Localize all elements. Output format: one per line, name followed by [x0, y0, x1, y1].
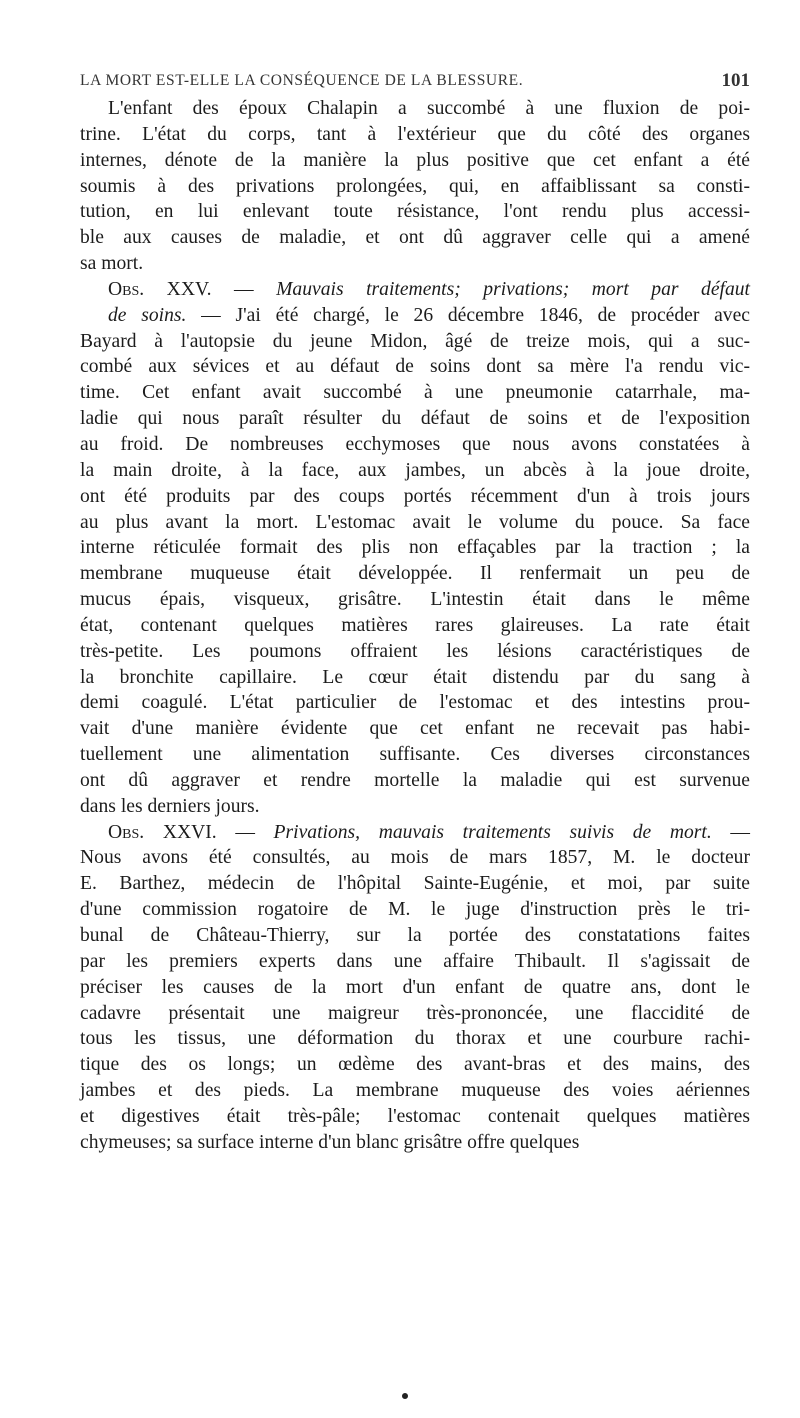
text-line [80, 406, 750, 432]
line-text: vait d'une manière évidente que cet enfant ne recevait pas habi- [80, 718, 750, 740]
line-text: tique des os longs; un œdème des avant-bras et des mains, des [80, 1054, 750, 1076]
text-line [80, 535, 750, 561]
text-line [80, 923, 750, 949]
observation-title: de soins. [108, 304, 187, 326]
text-line [80, 768, 750, 794]
line-text: au plus avant la mort. L'estomac avait le volume du pouce. Sa face [80, 511, 750, 533]
line-text: dans les derniers jours. [80, 795, 260, 817]
line-text: mucus épais, visqueux, grisâtre. L'intestin était dans le même [80, 589, 750, 611]
line-text: sa mort. [80, 253, 144, 275]
text-line [80, 458, 750, 484]
line-text: cadavre présentait une maigreur très-prononcée, une flaccidité de [80, 1002, 750, 1024]
line-text: très-petite. Les poumons offraient les lésions caractéristiques de [80, 640, 750, 662]
text-line [80, 277, 750, 303]
observation-title: Privations, mauvais traitements suivis de mort. [273, 821, 712, 843]
line-text: soumis à des privations prolongées, qui, en affaiblissant sa consti- [80, 175, 750, 197]
text-line [80, 639, 750, 665]
observation-title: Mauvais traitements; privations; mort par défaut [276, 278, 750, 300]
line-text: interne réticulée formait des plis non effaçables par la traction ; la [80, 537, 750, 559]
text-line [80, 897, 750, 923]
line-text: la bronchite capillaire. Le cœur était distendu par du sang à [80, 666, 750, 688]
text-line [80, 225, 750, 251]
line-text: au froid. De nombreuses ecchymoses que nous avons constatées à [80, 433, 750, 455]
text-line [80, 1104, 750, 1130]
text-line [80, 1001, 750, 1027]
line-text: demi coagulé. L'état particulier de l'estomac et des intestins prou- [80, 692, 750, 714]
line-text: E. Barthez, médecin de l'hôpital Sainte-Eugénie, et moi, par suite [80, 873, 750, 895]
text-line [80, 1078, 750, 1104]
line-text: par les premiers experts dans une affaire Thibault. Il s'agissait de [80, 950, 750, 972]
text-line [80, 303, 750, 329]
text-line [80, 949, 750, 975]
observation-number: . XXVI. — [139, 821, 274, 843]
line-text: tution, en lui enlevant toute résistance, l'ont rendu plus accessi- [80, 201, 750, 223]
page-number: 101 [721, 70, 750, 91]
line-text: internes, dénote de la manière la plus positive que cet enfant a été [80, 149, 750, 171]
text-line [80, 716, 750, 742]
line-text: trine. L'état du corps, tant à l'extérieur que du côté des organes [80, 123, 750, 145]
line-text: ont été produits par des coups portés récemment d'un à trois jours [80, 485, 750, 507]
line-text: Bayard à l'autopsie du jeune Midon, âgé de treize mois, qui a suc- [80, 330, 750, 352]
text-line [80, 174, 750, 200]
text-line [80, 613, 750, 639]
line-text: d'une commission rogatoire de M. le juge d'instruction près le tri- [80, 899, 750, 921]
line-text: combé aux sévices et au défaut de soins dont sa mère l'a rendu vic- [80, 356, 750, 378]
text-line [80, 665, 750, 691]
line-text: time. Cet enfant avait succombé à une pneumonie catarrhale, ma- [80, 382, 750, 404]
text-line [80, 148, 750, 174]
text-line [80, 432, 750, 458]
text-line [80, 794, 750, 820]
line-text: — [711, 821, 750, 843]
text-line [80, 742, 750, 768]
text-line [80, 329, 750, 355]
observation-label: Obs [108, 821, 140, 843]
text-line [80, 1026, 750, 1052]
line-text: ble aux causes de maladie, et ont dû aggraver celle qui a amené [80, 227, 750, 249]
observation-label: Obs [108, 278, 140, 300]
line-text: préciser les causes de la mort d'un enfant de quatre ans, dont le [80, 976, 750, 998]
text-line [80, 845, 750, 871]
line-text: tuellement une alimentation suffisante. Ces diverses circonstances [80, 744, 750, 766]
line-text: L'enfant des époux Chalapin a succombé à une fluxion de poi- [108, 98, 750, 119]
running-header [80, 67, 750, 95]
text-line [80, 510, 750, 536]
line-text: état, contenant quelques matières rares glaireuses. La rate était [80, 614, 750, 636]
line-text: et digestives était très-pâle; l'estomac contenait quelques matières [80, 1105, 750, 1127]
text-line [80, 484, 750, 510]
text-line [80, 871, 750, 897]
text-line [80, 122, 750, 148]
text-line [80, 354, 750, 380]
line-text: Nous avons été consultés, au mois de mars 1857, M. le docteur [80, 847, 750, 869]
line-text: ladie qui nous paraît résulter du défaut de soins et de l'exposition [80, 408, 750, 430]
line-text: la main droite, à la face, aux jambes, un abcès à la joue droite, [80, 459, 750, 481]
text-line [80, 690, 750, 716]
text-line [80, 587, 750, 613]
running-title: LA MORT EST-ELLE LA CONSÉQUENCE DE LA BLESSURE. [80, 72, 524, 89]
line-text: tous les tissus, une déformation du thorax et une courbure rachi- [80, 1028, 750, 1050]
body-text [80, 96, 750, 1156]
ink-speck [402, 1393, 408, 1399]
text-line [80, 975, 750, 1001]
line-text: ont dû aggraver et rendre mortelle la maladie qui est survenue [80, 769, 750, 791]
text-line [80, 199, 750, 225]
line-text: chymeuses; sa surface interne d'un blanc grisâtre offre quelques [80, 1131, 580, 1153]
text-line [80, 96, 750, 122]
text-line [80, 1130, 750, 1156]
text-line [80, 1052, 750, 1078]
line-text: jambes et des pieds. La membrane muqueuse des voies aériennes [80, 1080, 750, 1102]
observation-number: . XXV. — [139, 278, 277, 300]
text-line [80, 251, 750, 277]
text-line [80, 561, 750, 587]
line-text: membrane muqueuse était développée. Il renfermait un peu de [80, 563, 750, 585]
line-text: — J'ai été chargé, le 26 décembre 1846, de procéder avec [186, 304, 751, 326]
line-text: bunal de Château-Thierry, sur la portée des constatations faites [80, 925, 750, 946]
text-line [80, 820, 750, 846]
text-line [80, 380, 750, 406]
